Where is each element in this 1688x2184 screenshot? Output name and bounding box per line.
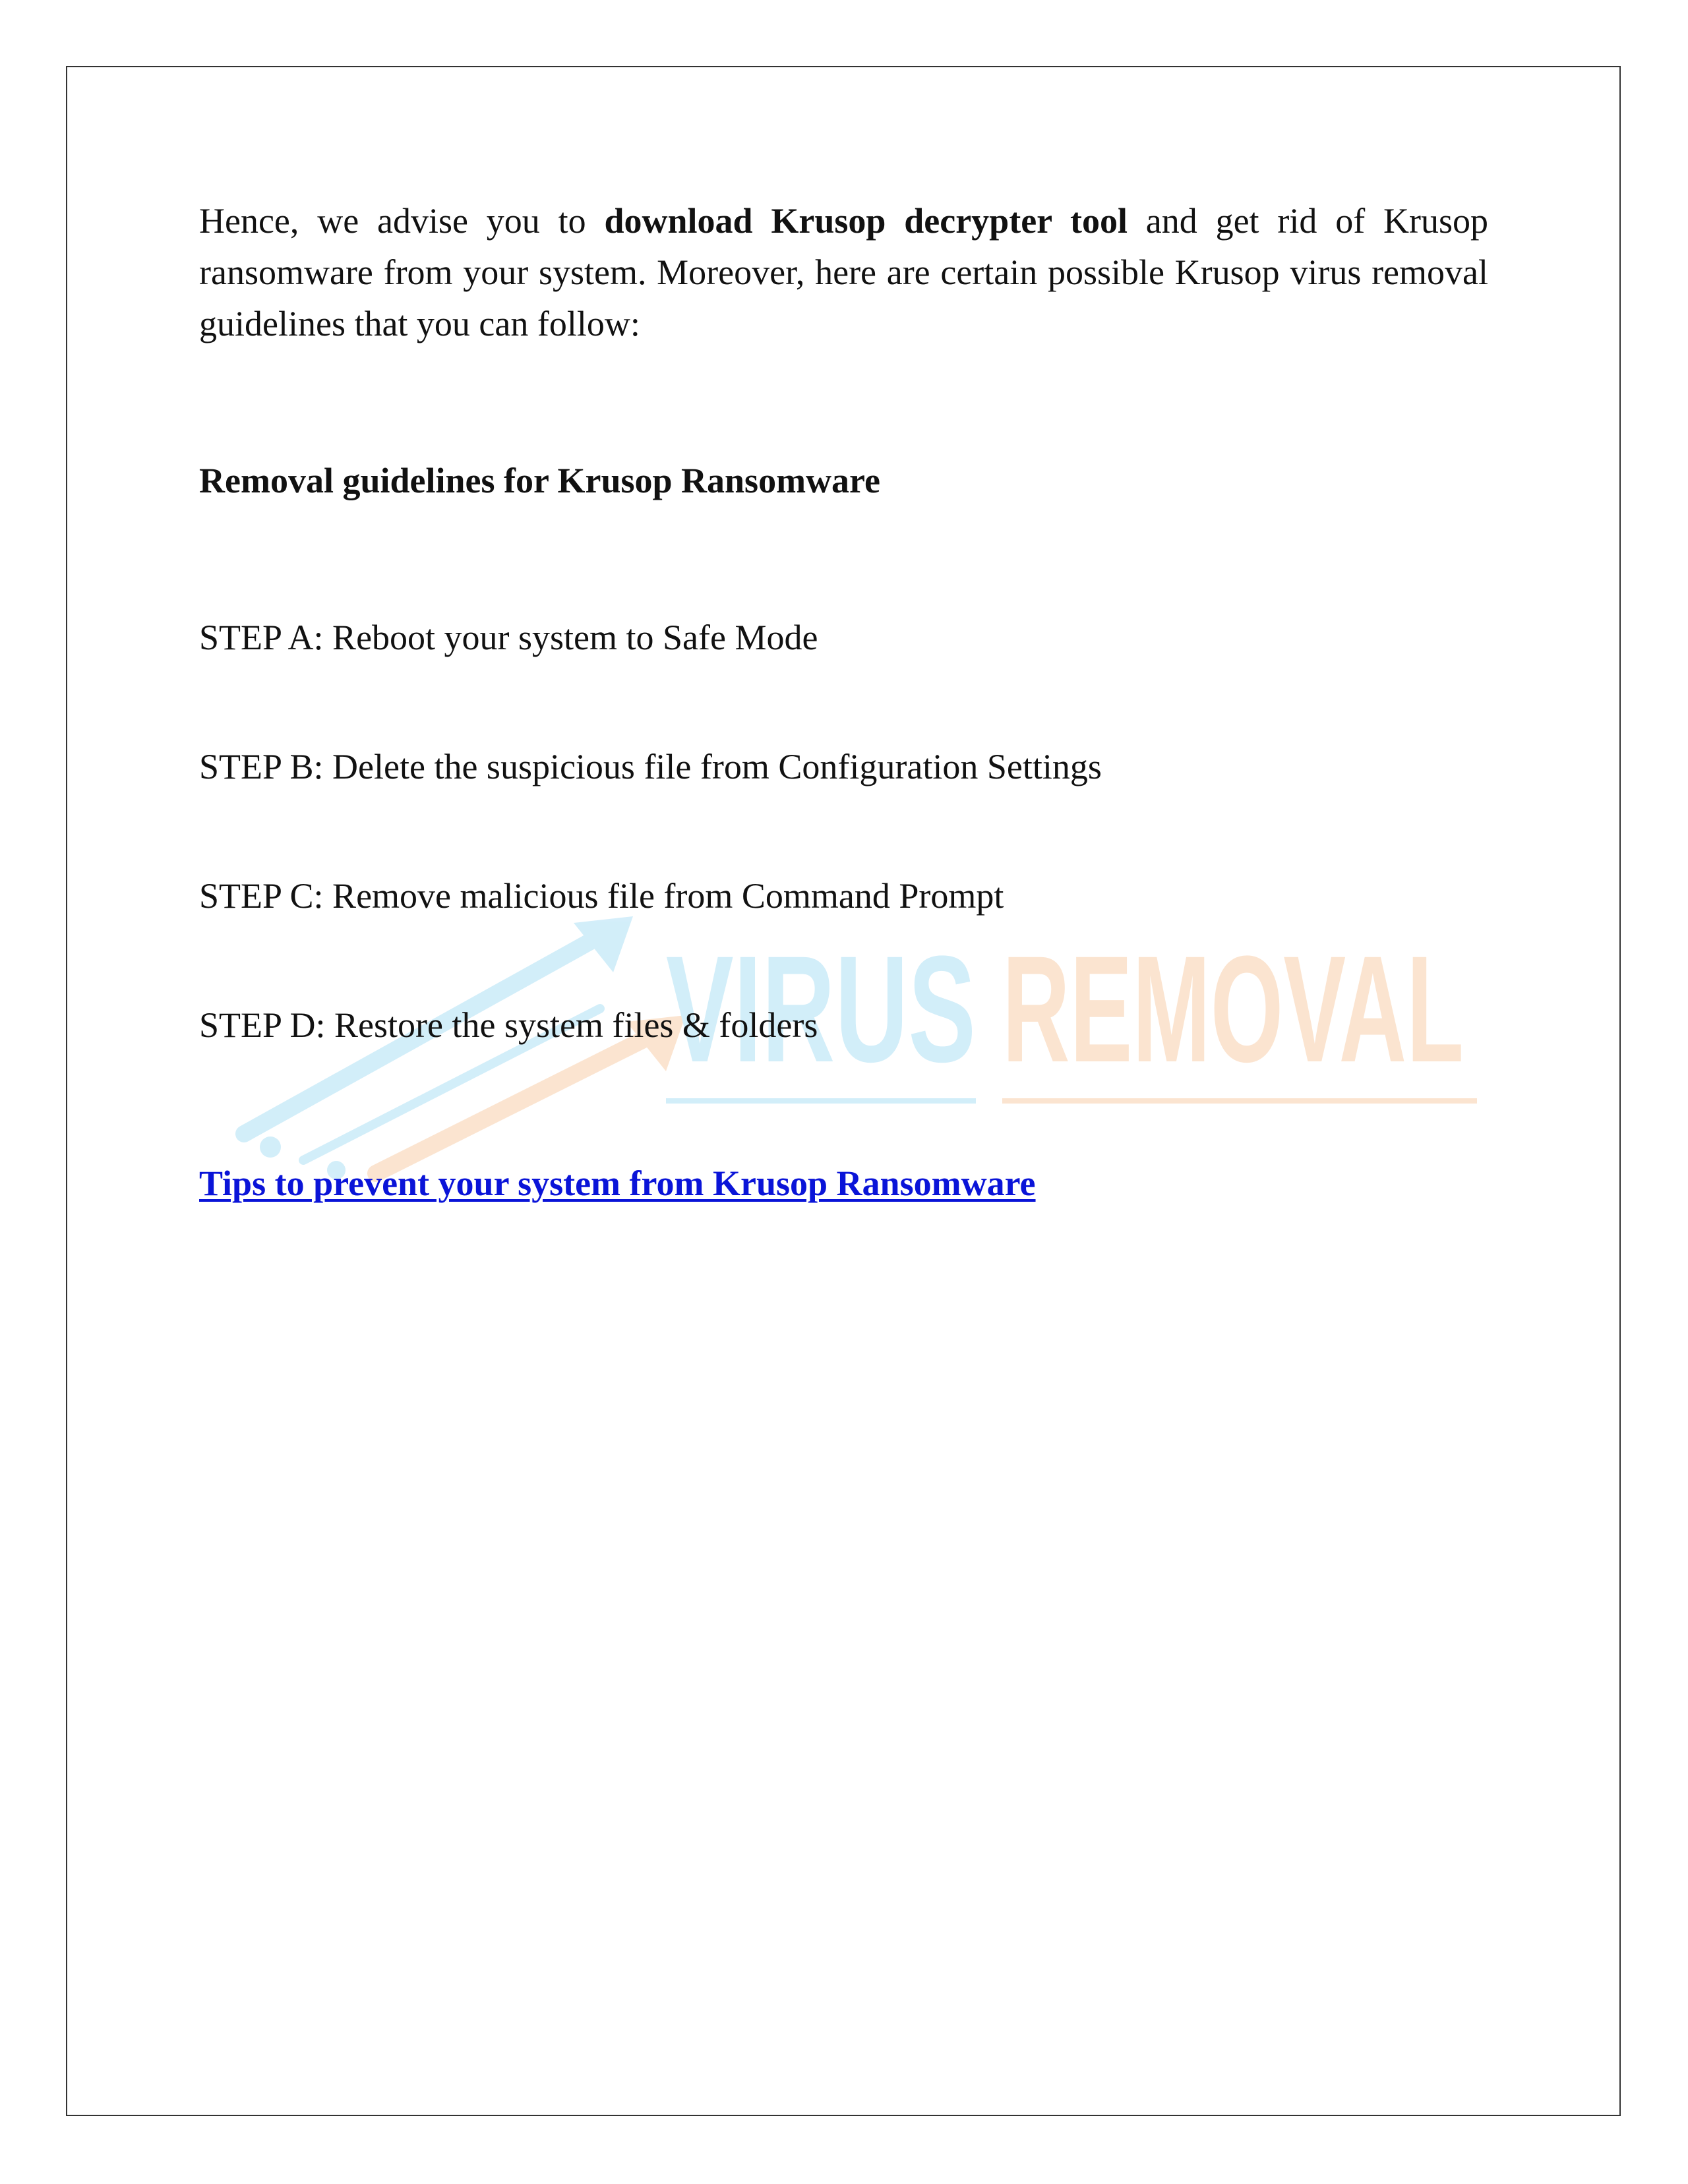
intro-bold-phrase: download Krusop decrypter tool bbox=[604, 201, 1128, 241]
intro-text-end: and get rid of Krusop ransomware from your system. Moreover, here are certain possible Krusop virus removal guidelines that you can follow: bbox=[199, 201, 1488, 343]
watermark-word-virus: VIRUS bbox=[666, 924, 976, 1094]
step-d: STEP D: Restore the system files & folders bbox=[199, 1005, 818, 1045]
intro-text-start: Hence, we advise you to bbox=[199, 201, 605, 241]
step-c: STEP C: Remove malicious file from Command Prompt bbox=[199, 876, 1004, 916]
intro-paragraph bbox=[199, 195, 1488, 349]
tips-prevent-link[interactable]: Tips to prevent your system from Krusop Ransomware bbox=[199, 1164, 1036, 1203]
section-heading: Removal guidelines for Krusop Ransomware bbox=[199, 461, 881, 500]
watermark-word-removal: REMOVAL bbox=[1002, 924, 1464, 1094]
step-a: STEP A: Reboot your system to Safe Mode bbox=[199, 618, 818, 657]
page-border bbox=[66, 66, 1621, 2116]
step-b: STEP B: Delete the suspicious file from Configuration Settings bbox=[199, 747, 1102, 786]
